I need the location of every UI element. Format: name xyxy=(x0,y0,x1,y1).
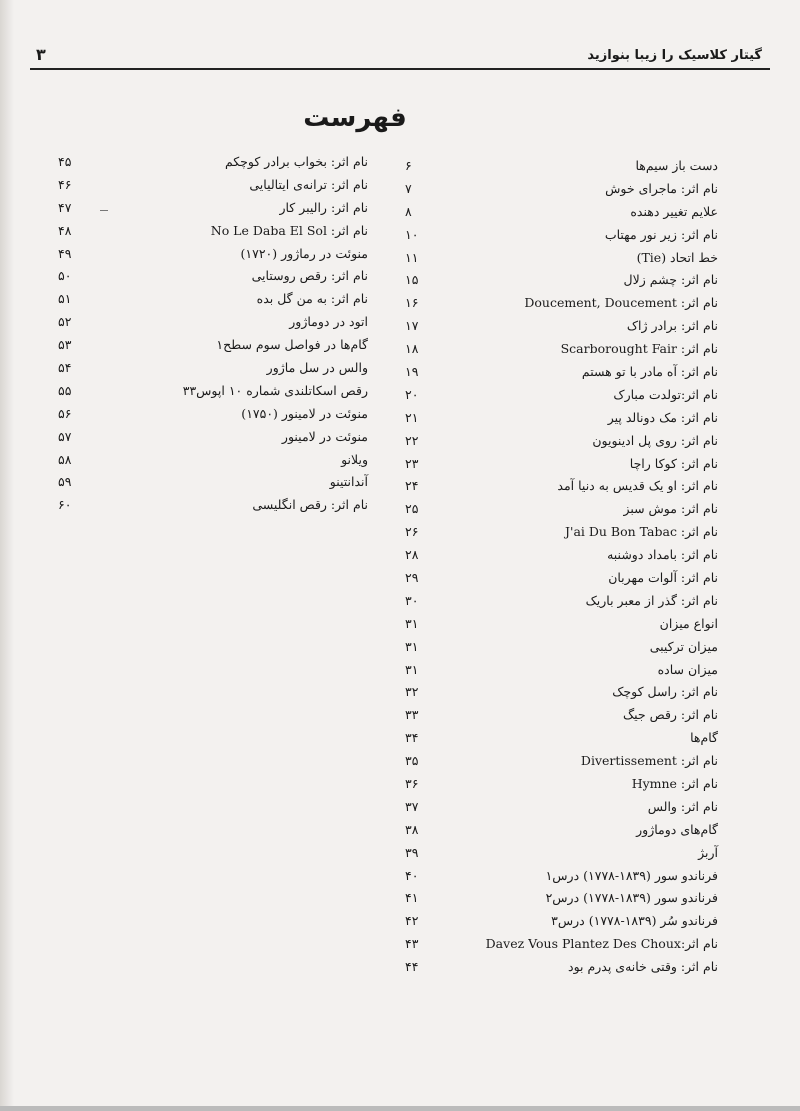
toc-entry-title: نام اثر: راسل کوچک xyxy=(612,684,718,700)
toc-entry xyxy=(405,223,718,246)
toc-entry-title: نام اثر: به من گل بده xyxy=(256,291,368,307)
toc-entry xyxy=(405,246,718,269)
toc-entry-page: ۴۹ xyxy=(58,245,72,261)
toc-entry xyxy=(405,452,718,475)
toc-entry-title: علایم تغییر دهنده xyxy=(630,203,718,219)
toc-entry-page: ۵۳ xyxy=(58,337,72,353)
toc-entry-title: ویلانو xyxy=(341,451,368,467)
toc-entry-page: ۲۵ xyxy=(405,501,419,517)
toc-entry xyxy=(58,150,368,173)
toc-entry-page: ۵۲ xyxy=(58,314,72,330)
toc-entry xyxy=(58,264,368,287)
toc-entry-title: نام اثر: کوکا راچا xyxy=(629,455,718,471)
toc-entry-title: نام اثر: Divertissement xyxy=(580,753,718,769)
toc-entry-title: اتود در دوماژور xyxy=(289,314,368,330)
toc-entry-title: نام اثر: رالیبر کار xyxy=(279,199,368,215)
book-title: گیتار کلاسیک را زیبا بنوازید xyxy=(587,48,762,63)
toc-entry-title: نام اثر: J'ai Du Bon Tabac xyxy=(565,524,718,540)
toc-entry-title: نام اثر: رقص روستایی xyxy=(251,268,368,284)
page-number: ۳ xyxy=(36,45,46,64)
toc-entry-title: نام اثر: Scarborought Fair xyxy=(560,341,718,357)
toc-entry-title: نام اثر: او یک قدیس به دنیا آمد xyxy=(557,478,718,494)
toc-entry-title: گام‌ها در فواصل سوم سطح۱ xyxy=(216,337,368,353)
toc-entry-title: منوئت در لامینور (۱۷۵۰) xyxy=(241,405,368,421)
toc-entry xyxy=(405,909,718,932)
toc-entry xyxy=(405,383,718,406)
toc-entry xyxy=(405,429,718,452)
toc-entry-page: ۵۸ xyxy=(58,451,72,467)
toc-entry xyxy=(405,474,718,497)
toc-entry-title: نام اثر: رقص انگلیسی xyxy=(252,497,368,513)
toc-entry xyxy=(405,497,718,520)
toc-entry-page: ۳۲ xyxy=(405,684,419,700)
toc-entry-page: ۵۷ xyxy=(58,428,72,444)
toc-entry-page: ۴۷ xyxy=(58,199,72,215)
toc-entry-title: رقص اسکاتلندی شماره ۱۰ اپوس۳۳ xyxy=(182,382,368,398)
toc-entry-page: ۴۰ xyxy=(405,867,419,883)
toc-entry-page: ۴۲ xyxy=(405,913,419,929)
toc-entry xyxy=(58,219,368,242)
toc-entry-title: گام‌های دوماژور xyxy=(636,821,718,837)
toc-entry-title: نام اثر: آه مادر با تو هستم xyxy=(581,363,718,379)
toc-entry-page: ۳۹ xyxy=(405,844,419,860)
toc-entry-title: نام اثر: Doucement, Doucement xyxy=(524,295,718,311)
toc-entry xyxy=(405,887,718,910)
toc-entry-page: ۳۱ xyxy=(405,638,419,654)
toc-entry xyxy=(405,703,718,726)
toc-entry xyxy=(405,795,718,818)
toc-entry-page: ۱۷ xyxy=(405,318,419,334)
toc-entry-page: ۵۵ xyxy=(58,382,72,398)
toc-entry-page: ۲۶ xyxy=(405,524,419,540)
toc-entry-title: نام اثر: موش سبز xyxy=(623,501,718,517)
toc-entry-title: آربژ xyxy=(698,844,718,860)
toc-entry xyxy=(58,470,368,493)
toc-entry-title: نام اثر: چشم زلال xyxy=(623,272,718,288)
toc-entry-title: فرناندو سور (۱۸۳۹-۱۷۷۸) درس۲ xyxy=(545,890,718,906)
toc-entry-page: ۴۱ xyxy=(405,890,419,906)
toc-entry-title: نام اثر: مک دونالد پیر xyxy=(607,409,718,425)
toc-entry xyxy=(405,337,718,360)
toc-entry-title: منوئت در رماژور (۱۷۲۰) xyxy=(240,245,368,261)
toc-entry xyxy=(405,658,718,681)
toc-entry xyxy=(405,200,718,223)
toc-entry xyxy=(58,242,368,265)
page-bottom-edge xyxy=(0,1106,800,1111)
toc-entry-title: نام اثر: والس xyxy=(647,798,718,814)
toc-entry-page: ۲۹ xyxy=(405,569,419,585)
toc-entry-title: میزان ساده xyxy=(657,661,718,677)
toc-entry xyxy=(405,314,718,337)
toc-entry xyxy=(405,543,718,566)
toc-entry-page: ۴۶ xyxy=(58,176,72,192)
toc-entry-page: ۴۴ xyxy=(405,959,419,975)
toc-entry xyxy=(58,173,368,196)
toc-entry-title: نام اثر: روی پل ادینویون xyxy=(592,432,718,448)
toc-entry-title: والس در سل ماژور xyxy=(266,359,368,375)
toc-entry-title: منوئت در لامینور xyxy=(281,428,368,444)
toc-entry-title: میزان ترکیبی xyxy=(649,638,718,654)
toc-entry-title: نام اثر: No Le Daba El Sol xyxy=(210,222,368,238)
toc-entry-title: فرناندو سُر (۱۸۳۹-۱۷۷۸) درس۳ xyxy=(551,913,718,929)
toc-entry xyxy=(405,818,718,841)
toc-entry xyxy=(405,566,718,589)
toc-entry xyxy=(405,726,718,749)
toc-entry xyxy=(405,612,718,635)
toc-entry-page: ۴۵ xyxy=(58,153,72,169)
toc-entry xyxy=(58,333,368,356)
toc-entry-title: نام اثر: رقص جیگ xyxy=(622,707,718,723)
toc-entry-page: ۱۱ xyxy=(405,249,419,265)
toc-entry-title: نام اثر: بخواب برادر کوچکم xyxy=(224,153,368,169)
toc-entry xyxy=(405,841,718,864)
toc-entry xyxy=(405,154,718,177)
toc-entry-title: نام اثر: ترانه‌ی ایتالیایی xyxy=(249,176,368,192)
toc-entry-title: نام اثر: برادر ژاک xyxy=(626,318,718,334)
toc-entry-title: نام اثر: زیر نور مهتاب xyxy=(604,226,718,242)
toc-entry-page: ۳۳ xyxy=(405,707,419,723)
toc-entry xyxy=(58,402,368,425)
toc-entry-title: نام اثر: ماجرای خوش xyxy=(605,180,718,196)
toc-entry-page: ۳۱ xyxy=(405,615,419,631)
toc-entry-page: ۱۸ xyxy=(405,341,419,357)
toc-entry xyxy=(405,291,718,314)
toc-entry-page: ۵۶ xyxy=(58,405,72,421)
toc-entry xyxy=(405,635,718,658)
toc-entry xyxy=(58,287,368,310)
toc-entry xyxy=(58,379,368,402)
toc-entry-title: فرناندو سور (۱۸۳۹-۱۷۷۸) درس۱ xyxy=(545,867,718,883)
toc-entry xyxy=(58,310,368,333)
toc-entry xyxy=(58,425,368,448)
toc-entry xyxy=(405,360,718,383)
toc-entry xyxy=(405,520,718,543)
toc-column-left xyxy=(58,150,368,516)
toc-entry xyxy=(405,749,718,772)
toc-entry-page: ۵۱ xyxy=(58,291,72,307)
toc-entry xyxy=(58,448,368,471)
toc-entry-title: نام اثر: بامداد دوشنبه xyxy=(607,547,718,563)
toc-entry xyxy=(58,493,368,516)
toc-entry xyxy=(405,680,718,703)
toc-entry-title: نام اثر: آلوات مهربان xyxy=(608,569,718,585)
toc-entry-page: ۳۷ xyxy=(405,798,419,814)
toc-entry-page: ۲۱ xyxy=(405,409,419,425)
toc-entry-page: ۳۰ xyxy=(405,592,419,608)
toc-entry xyxy=(405,772,718,795)
toc-entry-title: نام اثر: گذر از معبر باریک xyxy=(585,592,718,608)
toc-entry xyxy=(58,196,368,219)
toc-entry-page: ۷ xyxy=(405,180,412,196)
toc-entry-page: ۶۰ xyxy=(58,497,72,513)
toc-entry-page: ۱۹ xyxy=(405,363,419,379)
toc-entry-page: ۵۹ xyxy=(58,474,72,490)
toc-entry xyxy=(405,406,718,429)
page-edge-shadow xyxy=(0,0,14,1111)
toc-entry-page: ۸ xyxy=(405,203,412,219)
toc-entry-title: نام اثر: Hymne xyxy=(631,775,718,791)
toc-entry-page: ۴۸ xyxy=(58,222,72,238)
toc-entry-title: انواع میزان xyxy=(659,615,718,631)
toc-entry-title: دست باز سیم‌ها xyxy=(635,157,718,173)
toc-entry-title: نام اثر:تولدت مبارک xyxy=(613,386,718,402)
toc-entry xyxy=(405,864,718,887)
toc-entry-page: ۱۰ xyxy=(405,226,419,242)
toc-entry-page: ۲۳ xyxy=(405,455,419,471)
toc-entry-page: ۲۴ xyxy=(405,478,419,494)
toc-entry-page: ۳۵ xyxy=(405,753,419,769)
toc-entry-page: ۵۰ xyxy=(58,268,72,284)
toc-entry xyxy=(405,932,718,955)
toc-entry-page: ۶ xyxy=(405,157,412,173)
toc-entry xyxy=(405,268,718,291)
toc-entry xyxy=(405,589,718,612)
toc-entry xyxy=(405,955,718,978)
toc-entry-page: ۳۸ xyxy=(405,821,419,837)
toc-entry-page: ۳۴ xyxy=(405,730,419,746)
toc-entry xyxy=(405,177,718,200)
toc-heading: فهرست xyxy=(303,103,407,133)
toc-entry-page: ۴۳ xyxy=(405,936,419,952)
toc-entry-page: ۳۶ xyxy=(405,775,419,791)
toc-entry-page: ۲۸ xyxy=(405,547,419,563)
toc-entry-page: ۲۰ xyxy=(405,386,419,402)
toc-entry-page: ۲۲ xyxy=(405,432,419,448)
toc-entry-title: نام اثر: وقتی خانه‌ی پدرم بود xyxy=(568,959,718,975)
toc-entry-page: ۳۱ xyxy=(405,661,419,677)
toc-entry-page: ۵۴ xyxy=(58,359,72,375)
toc-entry-page: ۱۵ xyxy=(405,272,419,288)
toc-entry xyxy=(58,356,368,379)
running-header xyxy=(30,40,770,70)
toc-entry-title: گام‌ها xyxy=(690,730,718,746)
toc-entry-title: خط اتحاد (Tie) xyxy=(636,249,718,265)
toc-entry-title: آندانتینو xyxy=(329,474,368,490)
toc-column-right xyxy=(405,154,718,978)
toc-entry-title: نام اثر:Davez Vous Plantez Des Choux xyxy=(485,936,718,952)
toc-entry-page: ۱۶ xyxy=(405,295,419,311)
